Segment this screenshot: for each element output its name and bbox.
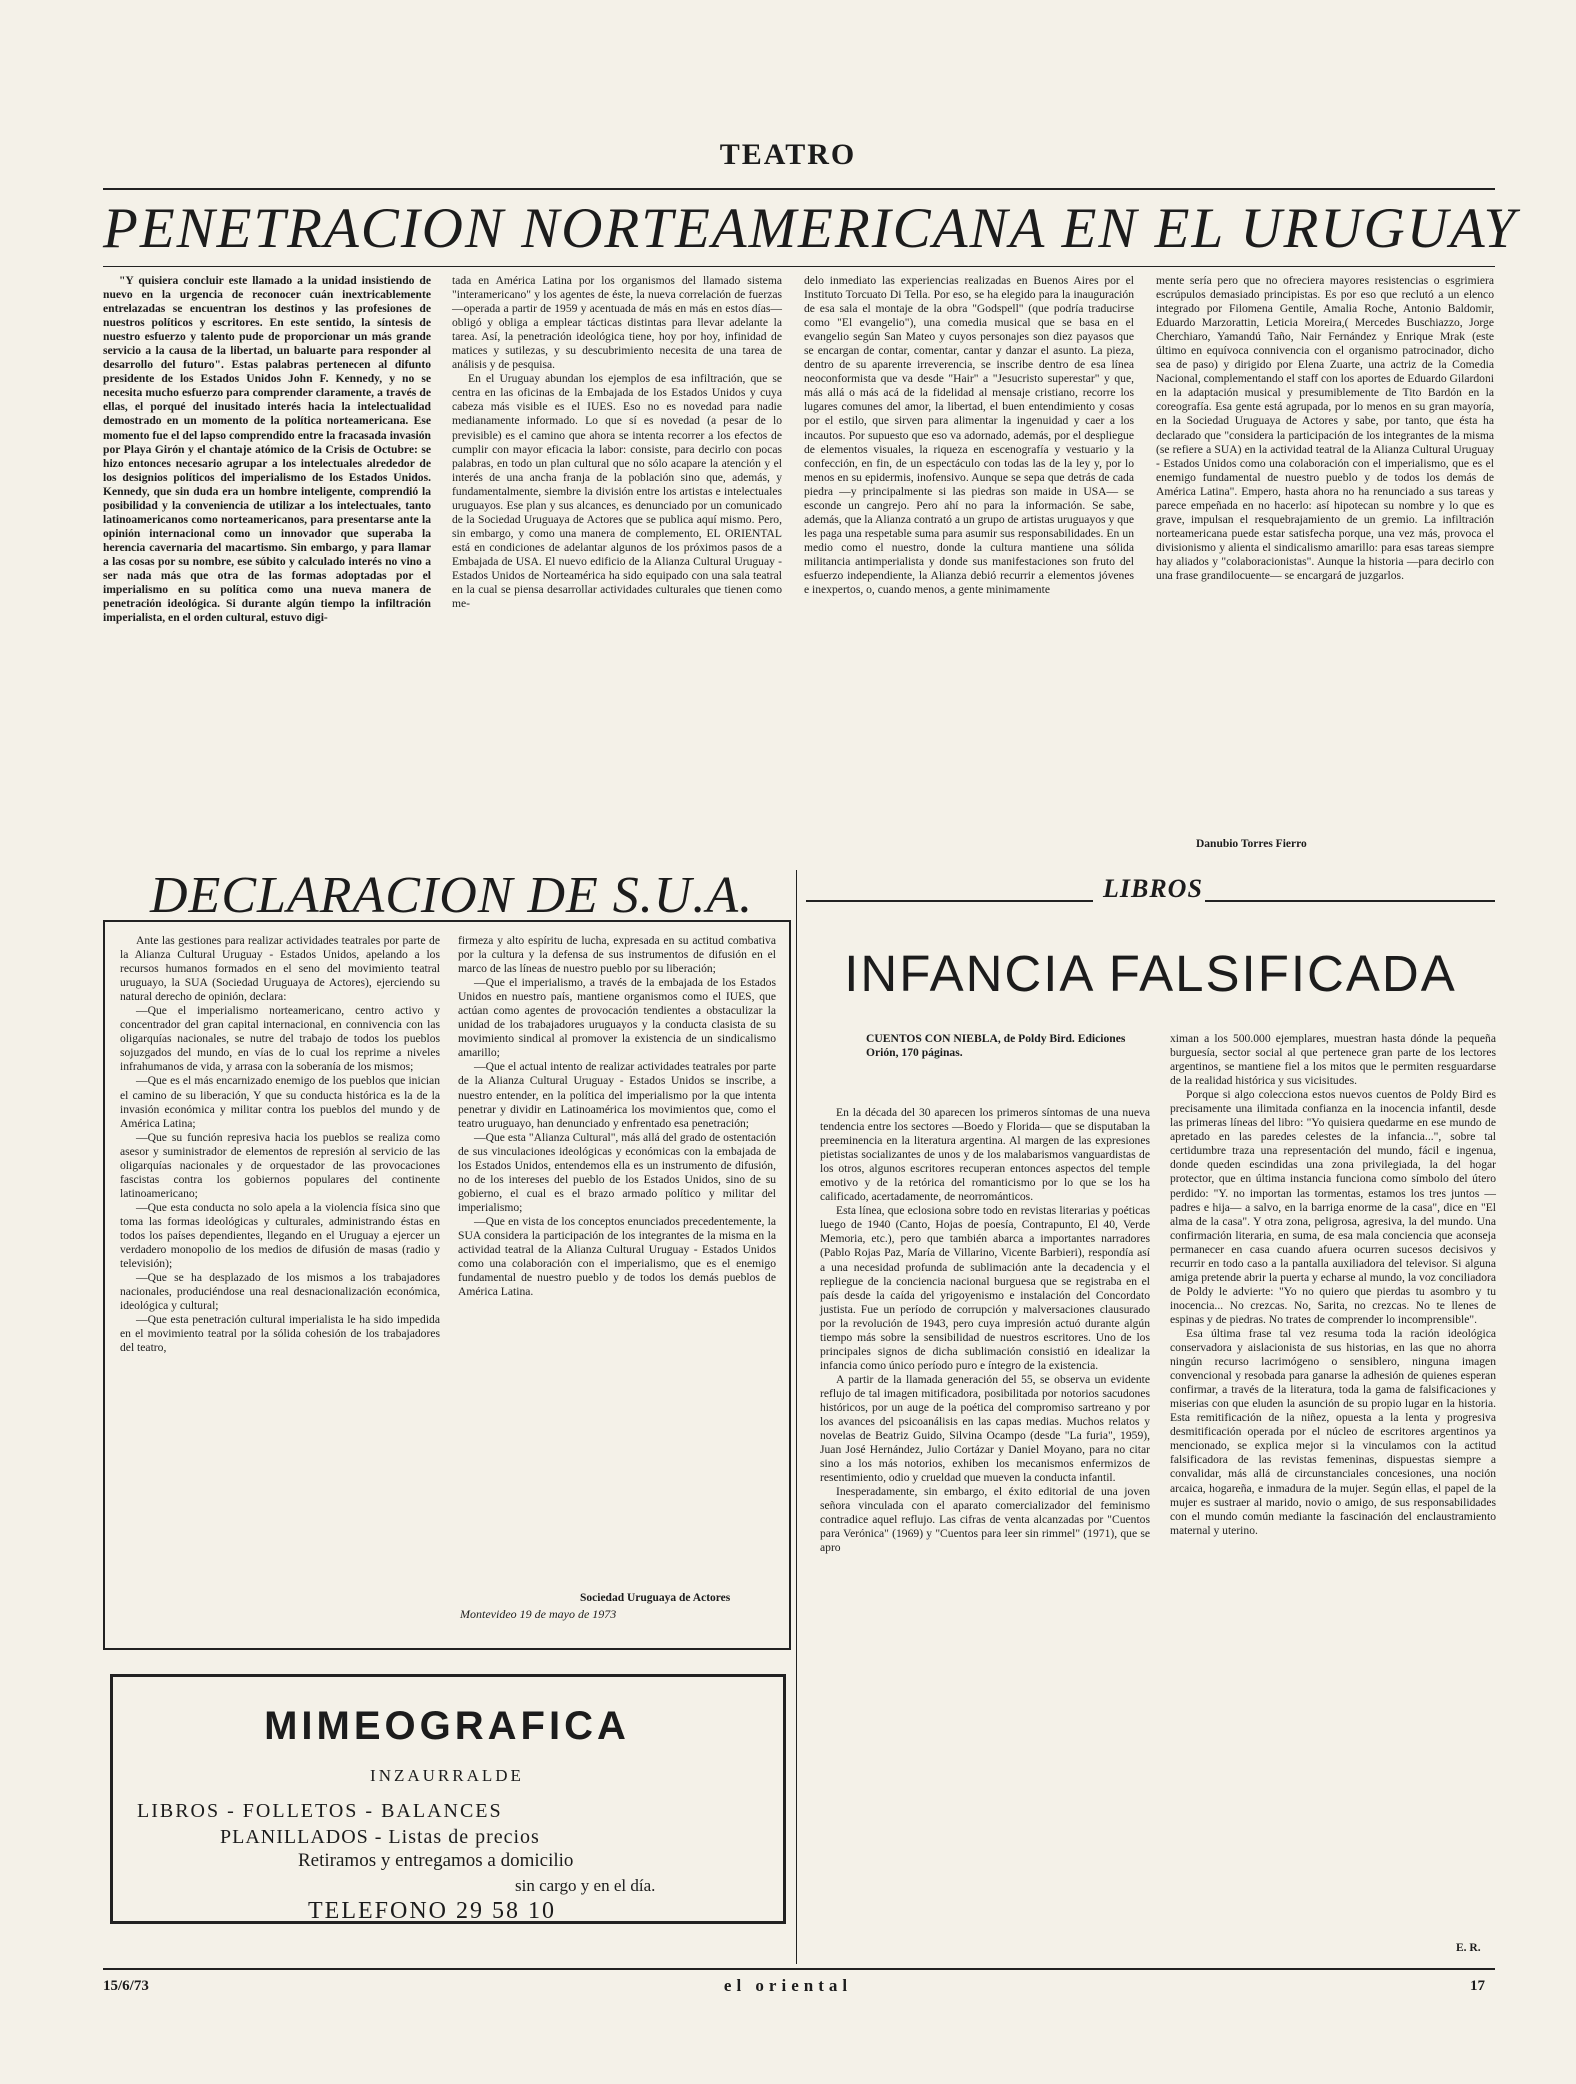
teatro-column-4	[1156, 274, 1494, 583]
header-rule	[103, 188, 1495, 190]
declaracion-column-2	[458, 934, 776, 1299]
libros-column-1	[820, 1106, 1150, 1556]
ad-line-3: Retiramos y entregamos a domicilio	[298, 1850, 574, 1871]
paragraph: —Que su función represiva hacia los pueblos se realiza como asesor y suministrador de elementos de represión al servicio de las oligarquías nacionales y de orquestador de las provocaciones fascistas contra los gobiernos populares del continente latinoamericano;	[120, 1130, 440, 1200]
paragraph: —Que esta "Alianza Cultural", más allá del grado de ostentación de sus vinculaciones ideológicas y económicas con la embajada de los Estados Unidos, entendemos ella es un instrumento de difusión, no de los intereses del pueblo de los Estados Unidos, sino de su gobierno, el cual es el brazo armado político y militar del imperialismo;	[458, 1130, 776, 1214]
column-divider	[796, 870, 797, 1964]
ad-line-2: PLANILLADOS - Listas de precios	[220, 1826, 540, 1848]
paragraph: —Que el imperialismo norteamericano, centro activo y concentrador del gran capital internacional, en connivencia con las oligarquías nacionales, se nutre del trabajo de todos los pueblos sojuzgados del mundo, en vías de lo cual los reprime a niveles infrahumanos de vida, y arrasa con la soberanía de los mismos;	[120, 1004, 440, 1074]
libros-column-2	[1170, 1032, 1496, 1538]
paragraph: "Y quisiera concluir este llamado a la unidad insistiendo de nuevo en la urgencia de reconocer cuán inextricablemente entrelazadas se encuentran los destinos y las profesiones de nuestros políticos y escritores. En este sentido, la síntesis de nuestro esfuerzo y talento pude de proporcionar un más grande servicio a la causa de la libertad, un baluarte para responder al desarrollo del futuro". Estas palabras pertenecen al difunto presidente de los Estados Unidos John F. Kennedy, y no se necesita mucho esfuerzo para comprender claramente, a través de ellas, el porqué del inusitado interés hacia la intelectualidad demostrado en un momento de la política norteamericana. Ese momento fue el del lapso comprendido entre la fracasada invasión por Playa Girón y el chantaje atómico de la Crisis de Octubre: se hizo entonces necesario agrupar a los intelectuales alrededor de los designios políticos del imperialismo de los Estados Unidos. Kennedy, que sin duda era un hombre inteligente, comprendió la posibilidad y la conveniencia de utilizar a los intelectuales, tanto latinoamericanos como norteamericanos, para presentarse ante la opinión internacional como un innovador que superaba la herencia cavernaria del macartismo. Sin embargo, y para llamar a las cosas por su nombre, ese súbito y calculado interés no vino a ser nada más que otra de las formas adoptadas por el imperialismo en su política como una nueva manera de penetración ideológica. Si durante algún tiempo la infiltración imperialista, en el orden cultural, estuvo digi-	[103, 274, 431, 625]
libros-rule-right	[1205, 900, 1495, 902]
paragraph: En el Uruguay abundan los ejemplos de esa infiltración, que se centra en las oficinas de la Embajada de los Estados Unidos y cuya cabeza más visible es el IUES. Eso no es novedad para nadie medianamente informado. Lo que sí es novedad (a pesar de lo previsible) es el camino que ahora se intenta recorrer a los efectos de cumplir con mayor eficacia la labor: consiste, para decirlo con pocas palabras, en todo un plan cultural que no sólo acapare la atención y el interés de una ancha franja de la población sino que, además, y fundamentalmente, siembre la división entre los artistas e intelectuales uruguayos. Ese plan y sus alcances, es denunciado por un comunicado de la Sociedad Uruguaya de Actores que se publica aquí mismo. Pero, sin embargo, y como una manera de complemento, EL ORIENTAL está en condiciones de adelantar algunos de los próximos pasos de a Embajada de USA. El nuevo edificio de la Alianza Cultural Uruguay - Estados Unidos de Norteamérica ha sido equipado con una sala teatral en la cual se piensa desarrollar actividades culturales que tienen como me-	[452, 372, 782, 611]
section-label-libros: LIBROS	[1103, 874, 1203, 903]
paragraph: ximan a los 500.000 ejemplares, muestran hasta dónde la pequeña burguesía, sector social al que pertenece gran parte de los lectores argentinos, se mantiene fiel a los mitos que le permiten resguardarse de la realidad histórica y sus vicisitudes.	[1170, 1032, 1496, 1088]
ad-brand: MIMEOGRAFICA	[264, 1704, 630, 1748]
headline-rule	[103, 266, 1495, 267]
paragraph: —Que es el más encarnizado enemigo de los pueblos que inician el camino de su liberación, Y que su conducta histórica es la de la invasión económica y militar contra los pueblos del mundo y de América Latina;	[120, 1074, 440, 1130]
footer-date: 15/6/73	[103, 1978, 149, 1994]
headline-teatro: PENETRACION NORTEAMERICANA EN EL URUGUAY	[103, 197, 1518, 260]
paragraph: A partir de la llamada generación del 55, se observa un evidente reflujo de tal imagen mitificadora, posibilitada por notorios sacudones históricos, por un auge de la poética del compromiso sartreano y por los avances del psicoanálisis en las capas medias. Muchos relatos y novelas de Beatriz Guido, Silvina Ocampo (desde "La furia", 1959), Juan José Hernández, Julio Cortázar y Daniel Moyano, para no citar sino a los más notorios, exhiben los mecanismos enfermizos de resentimiento, odio y crueldad que mueven la conducta infantil.	[820, 1372, 1150, 1485]
paragraph: —Que en vista de los conceptos enunciados precedentemente, la SUA considera la participación de los integrantes de la misma en la actividad teatral de la Alianza Cultural Uruguay - Estados Unidos como una colaboración con el imperialismo, que es el enemigo fundamental de nuestro pueblo y de todos los demás pueblos de América Latina.	[458, 1214, 776, 1299]
paragraph: Ante las gestiones para realizar actividades teatrales por parte de la Alianza Cultural Uruguay - Estados Unidos, apelando a los recursos humanos formados en el seno del movimiento teatral uruguayo, la SUA (Sociedad Uruguaya de Actores), ejerciendo su natural derecho de opinión, declara:	[120, 934, 440, 1004]
teatro-signature: Danubio Torres Fierro	[1196, 838, 1307, 850]
footer-masthead: el oriental	[723, 1976, 853, 1995]
paragraph: mente sería pero que no ofreciera mayores resistencias o esgrimiera escrúpulos demasiado principistas. Es por eso que reclutó a un elenco integrado por Filomena Gentile, Amalia Roche, Antonio Baldomir, Eduardo Marzorattin, Leticia Moreira,( Mercedes Buschiazzo, Jorge Cherchiaro, Yamandú Taño, Nair Fernández y Enrique Mrak (este último en equívoca connivencia con el organismo patrocinador, dicho sea de paso) y dirigido por Elena Zuarte, una actriz de la Comedia Nacional, complementando el staff con los aportes de Eduardo Gilardoni en la adaptación musical y presumiblemente de Tito Bardón en la coreografía. Esa gente está agrupada, por lo menos en su gran mayoría, en la Sociedad Uruguaya de Actores y sabe, por tanto, que ésta ha declarado que "considera la participación de los integrantes de la misma (se refiere a SUA) en la actividad teatral de la Alianza Cultural Uruguay - Estados Unidos como una colaboración con el imperialismo, que es el enemigo fundamental de nuestro pueblo y de todos los demás de América Latina". Empero, hasta ahora no ha renunciado a sus tareas y parece empeñada en no hacerlo: así hipotecan su nombre y lo que es grave, impulsan el resquebrajamiento de un gremio. La infiltración norteamericana puede estar satisfecha porque, una vez más, provoca el divisionismo y alienta el sindicalismo amarillo: para esas tareas siempre hay aliados y "colaboracionistas". Aunque la historia —para decirlo con una frase grandilocuente— se encargará de juzgarlos.	[1156, 274, 1494, 582]
teatro-column-3	[804, 274, 1134, 597]
paragraph: En la década del 30 aparecen los primeros síntomas de una nueva tendencia entre los sectores —Boedo y Florida— que se disputaban la preeminencia en la literatura argentina. Al margen de las expresiones pietistas socializantes de unos y de los malabarismos vanguardistas de los otros, algunos escritores recuperan entonces aspectos del temple emotivo y de la retórica del romanticismo por lo que se los ha calificado, acertadamente, de neorrománticos.	[820, 1106, 1150, 1204]
headline-declaracion: DECLARACION DE S.U.A.	[150, 867, 754, 924]
ad-phone: TELEFONO 29 58 10	[308, 1898, 556, 1924]
teatro-column-1	[103, 274, 431, 625]
paragraph: —Que esta conducta no solo apela a la violencia física sino que toma las formas ideológicas y culturales, administrando éstas en todos los países dependientes, llegando en el Uruguay a ejercer un verdadero monopolio de los medios de difusión de masas (radio y televisión);	[120, 1200, 440, 1271]
book-reference: CUENTOS CON NIEBLA, de Poldy Bird. Ediciones Orión, 170 páginas.	[866, 1032, 1126, 1059]
declaracion-date: Montevideo 19 de mayo de 1973	[460, 1607, 617, 1621]
paragraph: Esta línea, que eclosiona sobre todo en revistas literarias y poéticas luego de 1940 (Canto, Hojas de poesía, Contrapunto, El 40, Verde Memoria, etc.), pero que también abarca a importantes narradores (Pablo Rojas Paz, María de Villarino, Vicente Barbieri), respondía así a una necesidad profunda de sublimación ante la decadencia y el repliegue de la conciencia nacional burguesa que se registraba en el país desde la caída del yrigoyenismo e instalación del Concordato justista. Fue un período de corrupción y malversaciones clausurado por la revolución de 1943, pero cuya impresión actuó durante algún tiempo más sobre la sensibilidad de nuestros escritores. Uno de los principales signos de dicha sublimación consistió en idealizar la infancia como único período puro e íntegro de la existencia.	[820, 1204, 1150, 1372]
paragraph: delo inmediato las experiencias realizadas en Buenos Aires por el Instituto Torcuato Di Tella. Por eso, se ha elegido para la inauguración de esa sala el montaje de la obra "Godspell" (que podría traducirse como "El evangelio"), una comedia musical que se basa en el evangelio según San Mateo y cuyos personajes son diez payasos que se encargan de contar, comentar, cantar y danzar el asunto. La pieza, dentro de su aparente irreverencia, se inscribe dentro de esa línea neoconformista que va desde "Hair" a "Jesucristo superestar" y que, más allá o más acá de la fidelidad al mensaje cristiano, recorre los lugares comunes del amor, la libertad, el buen entendimiento y cosas por el estilo, que sirven para alimentar la ingenuidad y caer a los incautos. Por supuesto que eso va adornado, además, por el despliegue de elementos visuales, la riqueza en escenografía y vestuario y la confección, en fin, de un espectáculo con todas las de la ley y, por lo menos en su epidermis, inofensivo. Aunque se sepa que detrás de cada piedra —y principalmente si las piedras son maide in USA— se esconde un cangrejo. Pero ahí no para la información. Se sabe, además, que la Alianza contrató a un grupo de artistas uruguayos y que les paga una respetable suma para asumir sus responsabilidades. En un medio como el nuestro, donde la cultura mantiene una sólida militancia antimperialista y donde sus manifestaciones son fruto del esfuerzo independiente, la Alianza debió recurrir a elementos jóvenes e inexpertos, o, cuando menos, a gente minimamente	[804, 274, 1134, 597]
teatro-column-2	[452, 274, 782, 611]
libros-rule-left	[806, 900, 1093, 902]
ad-line-4: sin cargo y en el día.	[515, 1876, 656, 1895]
paragraph: —Que se ha desplazado de los mismos a los trabajadores nacionales, produciéndose una real desnacionalización económica, ideológica y cultural;	[120, 1271, 440, 1313]
paragraph: tada en América Latina por los organismos del llamado sistema "interamericano" y los agentes de éste, la nueva correlación de fuerzas —operada a partir de 1959 y acentuada de más en más en estos días— obligó y obliga a emplear tácticas distintas para llevar adelante la tarea. Así, la penetración ideológica tiene, hoy por hoy, infinidad de matices y sutilezas, y su descubrimiento necesita de una tarea de análisis y de pesquisa.	[452, 274, 782, 372]
paragraph: —Que el actual intento de realizar actividades teatrales por parte de la Alianza Cultural Uruguay - Estados Unidos se inscribe, a nuestro entender, en la política del imperialismo por la que intenta penetrar y dividir en Latinoamérica los movimientos que, como el teatro uruguayo, han denunciado y enfrentado esa penetración;	[458, 1060, 776, 1130]
headline-libros: INFANCIA FALSIFICADA	[844, 945, 1457, 1002]
declaracion-column-1	[120, 934, 440, 1355]
paragraph: —Que el imperialismo, a través de la embajada de los Estados Unidos en nuestro país, mantiene organismos como el IUES, que actúan como agentes de provocación tendientes a obstaculizar la unidad de los trabajadores uruguayos y la conducta clasista de su movimiento sindical al promover la existencia de un sindicalismo amarillo;	[458, 976, 776, 1060]
footer-page-number: 17	[1470, 1978, 1485, 1994]
paragraph: Porque si algo colecciona estos nuevos cuentos de Poldy Bird es precisamente una ilimitada confianza en la inocencia infantil, desde las primeras líneas del libro: "Yo quisiera quedarme en ese mundo de apretado en las paredes celestes de la infancia...", sobre tal certidumbre traza una representación del mundo, fácil e ingenua, donde queden escindidas una zona privilegiada, la del hogar protector, que en última instancia funciona como símbolo del útero perdido: "Y. no importan las tormentas, estamos los tres juntos —padres e hija— a salvo, en la barriga enorme de la casa", dice en "El alma de la casa". Y otra zona, peligrosa, agresiva, la del mundo. Una confirmación literaria, en suma, de esa mala conciencia que aconseja permanecer en casa cuando afuera ocurren sucesos decisivos y recurrir en todo caso a la pantalla auxiliadora del televisor. Si alguna amiga pretende abrir la puerta y echarse al mundo, la voz conciliadora de Poldy le advierte: "Yo no quiero que pierdas tu asombro y tu inocencia... No crezcas. No, Sarita, no crezcas. No te llenes de espinas y de piedras. No trates de comprender lo incomprensible".	[1170, 1088, 1496, 1326]
footer-rule	[103, 1968, 1495, 1970]
libros-signature: E. R.	[1456, 1942, 1481, 1954]
paragraph: Esa última frase tal vez resuma toda la ración ideológica conservadora y aislacionista de sus historias, en las que no ahorra ningún recurso lacrimógeno o sensiblero, ninguna imagen convencional y resobada para ganarse la adhesión de quienes esperan confirmar, a través de la literatura, toda la gama de falsificaciones y miserias con que eluden la asunción de su propio lugar en la historia. Esta remitificación de la niñez, opuesta a la lenta y progresiva desmitificación operada por el núcleo de escritores argentinos ya mencionado, se explica mejor si la vinculamos con la actitud falsificadora de las revistas femeninas, dispuestas siempre a convalidar, más allá de circunstanciales concesiones, una noción arcaica, hogareña, e inmadura de la mujer. Según ellas, el papel de la mujer es sustraer al marido, novio o amigo, de sus responsabilidades con el mundo común mediante la fascinación del enclaustramiento maternal y uterino.	[1170, 1326, 1496, 1537]
paragraph: Inesperadamente, sin embargo, el éxito editorial de una joven señora vinculada con el aparato comercializador del feminismo contradice aquel reflujo. Las cifras de venta alcanzadas por "Cuentos para Verónica" (1969) y "Cuentos para leer sin rimmel" (1971), que se apro	[820, 1485, 1150, 1555]
declaracion-signature: Sociedad Uruguaya de Actores	[580, 1592, 731, 1604]
paragraph: firmeza y alto espíritu de lucha, expresada en su actitud combativa por la cultura y la defensa de sus instrumentos de difusión en el marco de las líneas de nuestro pueblo por su liberación;	[458, 934, 776, 976]
paragraph: —Que esta penetración cultural imperialista le ha sido impedida en el movimiento teatral por la sólida cohesión de los trabajadores del teatro,	[120, 1313, 440, 1355]
section-label-teatro: TEATRO	[719, 138, 857, 171]
ad-line-1: LIBROS - FOLLETOS - BALANCES	[137, 1800, 503, 1822]
ad-subtitle: INZAURRALDE	[370, 1766, 524, 1785]
